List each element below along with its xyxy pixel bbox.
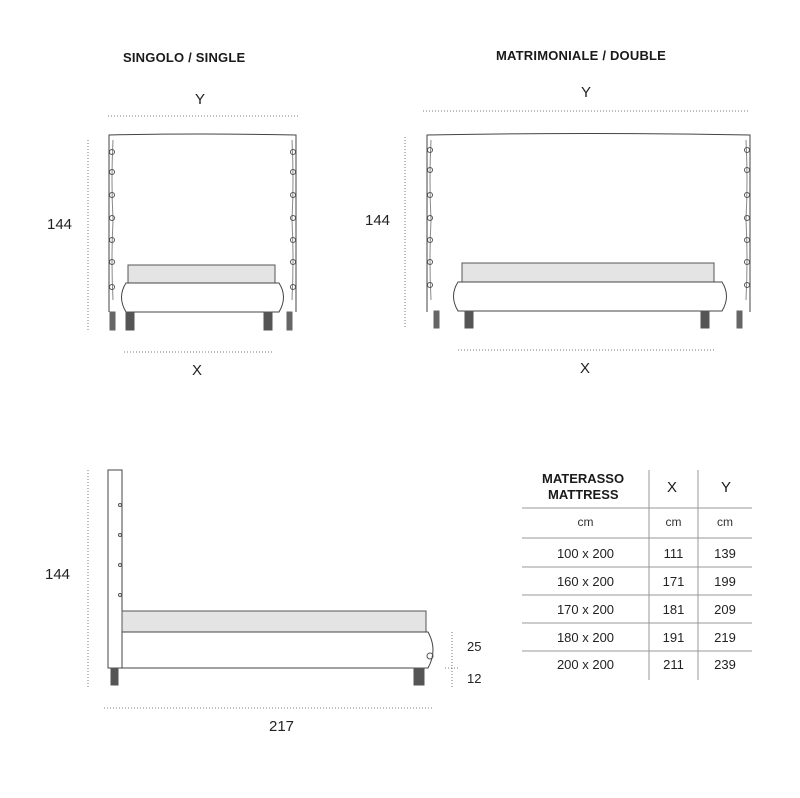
table-row: 100 x 200: [556, 546, 615, 561]
table-row: 139: [714, 546, 736, 561]
unit-size: cm: [577, 515, 594, 529]
table-row: 239: [714, 657, 736, 672]
double-bed-front-view: [405, 111, 750, 350]
table-header-mattress-it: MATERASSO: [542, 471, 625, 486]
table-row: 171: [662, 574, 685, 589]
table-row: 191: [662, 630, 685, 645]
bed-side-view: [88, 470, 460, 708]
side-length-label: 217: [269, 718, 295, 735]
table-row: 219: [714, 630, 736, 645]
single-bed-front-view: [88, 116, 298, 352]
table-row: 170 x 200: [556, 602, 615, 617]
side-height-label: 144: [45, 566, 71, 583]
table-row: 200 x 200: [556, 657, 615, 672]
table-row: 199: [714, 574, 736, 589]
table-row: 211: [663, 657, 684, 672]
side-bed-height-label: 25: [467, 639, 482, 654]
side-leg-height-label: 12: [467, 671, 482, 686]
table-row: 111: [663, 546, 684, 561]
single-y-label: Y: [195, 91, 206, 108]
table-row: 181: [662, 602, 685, 617]
single-x-label: X: [192, 362, 203, 379]
table-header-mattress-en: MATTRESS: [548, 487, 619, 502]
single-title: SINGOLO / SINGLE: [123, 50, 246, 65]
table-header-x: X: [667, 479, 678, 496]
table-header-y: Y: [721, 479, 732, 496]
table-row: 180 x 200: [556, 630, 615, 645]
double-title: MATRIMONIALE / DOUBLE: [496, 48, 667, 63]
table-row: 160 x 200: [556, 574, 615, 589]
single-height-label: 144: [47, 216, 73, 233]
unit-x: cm: [665, 515, 682, 529]
unit-y: cm: [717, 515, 733, 529]
double-height-label: 144: [365, 212, 391, 229]
double-x-label: X: [580, 360, 591, 377]
table-row: 209: [714, 602, 736, 617]
double-y-label: Y: [581, 84, 592, 101]
